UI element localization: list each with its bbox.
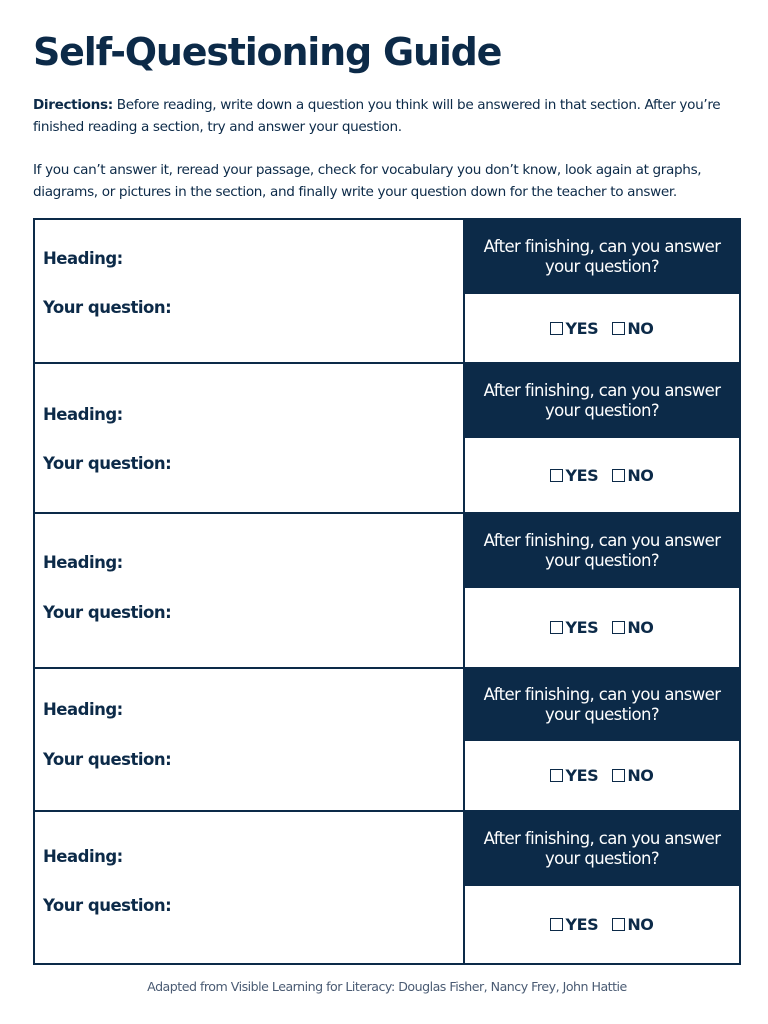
table-row (35, 514, 739, 669)
no-label: NO (627, 618, 654, 637)
answer-cell (465, 220, 739, 362)
instructions-paragraph: If you can’t answer it, reread your passage, check for vocabulary you don’t know, look again at graphs, diagrams, or pictures in the section, and finally write your question down for the teacher to answer. (33, 162, 702, 200)
no-option[interactable] (612, 766, 653, 785)
answer-options (465, 588, 739, 667)
answer-options (465, 741, 739, 810)
answer-prompt: After finishing, can you answer your question? (465, 812, 739, 886)
answer-cell (465, 514, 739, 667)
question-label: Your question: (43, 454, 172, 473)
question-cell[interactable] (35, 812, 465, 963)
yes-option[interactable] (550, 915, 598, 934)
no-checkbox[interactable] (612, 322, 625, 335)
question-cell[interactable] (35, 669, 465, 810)
question-cell[interactable] (35, 220, 465, 362)
yes-label: YES (565, 318, 599, 338)
heading-label: Heading: (43, 847, 123, 866)
table-row (35, 812, 739, 963)
heading-label: Heading: (43, 553, 123, 572)
yes-checkbox[interactable] (550, 469, 563, 482)
answer-options (465, 438, 739, 512)
yes-option[interactable] (550, 618, 598, 637)
question-label: Your question: (43, 896, 172, 915)
answer-options (465, 294, 739, 362)
table-row (35, 364, 739, 514)
yes-option[interactable] (550, 466, 598, 485)
table-row (35, 220, 739, 364)
heading-label: Heading: (43, 405, 123, 424)
no-label: NO (627, 766, 654, 785)
question-label: Your question: (43, 750, 172, 769)
source-credit: Adapted from Visible Learning for Literacy: Douglas Fisher, Nancy Frey, John Hattie (147, 979, 627, 994)
yes-label: YES (565, 465, 599, 485)
heading-label: Heading: (43, 700, 123, 719)
answer-prompt: After finishing, can you answer your question? (465, 669, 739, 741)
no-checkbox[interactable] (612, 918, 625, 931)
heading-label: Heading: (43, 249, 123, 268)
yes-checkbox[interactable] (550, 918, 563, 931)
question-table (33, 218, 741, 965)
answer-prompt: After finishing, can you answer your question? (465, 220, 739, 294)
answer-cell (465, 364, 739, 512)
answer-cell (465, 669, 739, 810)
answer-prompt: After finishing, can you answer your question? (465, 364, 739, 438)
answer-prompt: After finishing, can you answer your question? (465, 514, 739, 588)
question-cell[interactable] (35, 514, 465, 667)
table-row (35, 669, 739, 812)
question-cell[interactable] (35, 364, 465, 512)
no-option[interactable] (612, 466, 653, 485)
directions-label: Directions: (33, 97, 113, 113)
yes-checkbox[interactable] (550, 769, 563, 782)
answer-options (465, 886, 739, 963)
question-label: Your question: (43, 298, 172, 317)
no-label: NO (627, 915, 654, 934)
no-option[interactable] (612, 319, 653, 338)
no-checkbox[interactable] (612, 621, 625, 634)
directions-text: Before reading, write down a question you think will be answered in that section. After you’re finished reading a section, try and answer your question. (33, 97, 721, 135)
no-option[interactable] (612, 618, 653, 637)
answer-cell (465, 812, 739, 963)
yes-label: YES (565, 618, 599, 637)
yes-option[interactable] (550, 319, 598, 338)
yes-checkbox[interactable] (550, 621, 563, 634)
no-checkbox[interactable] (612, 769, 625, 782)
no-checkbox[interactable] (612, 469, 625, 482)
no-label: NO (627, 465, 654, 485)
yes-checkbox[interactable] (550, 322, 563, 335)
yes-option[interactable] (550, 766, 598, 785)
page-title: Self-Questioning Guide (33, 30, 502, 74)
yes-label: YES (565, 766, 599, 785)
no-label: NO (627, 318, 654, 338)
question-label: Your question: (43, 603, 172, 622)
directions-paragraph (33, 94, 741, 138)
no-option[interactable] (612, 915, 653, 934)
yes-label: YES (565, 915, 599, 934)
